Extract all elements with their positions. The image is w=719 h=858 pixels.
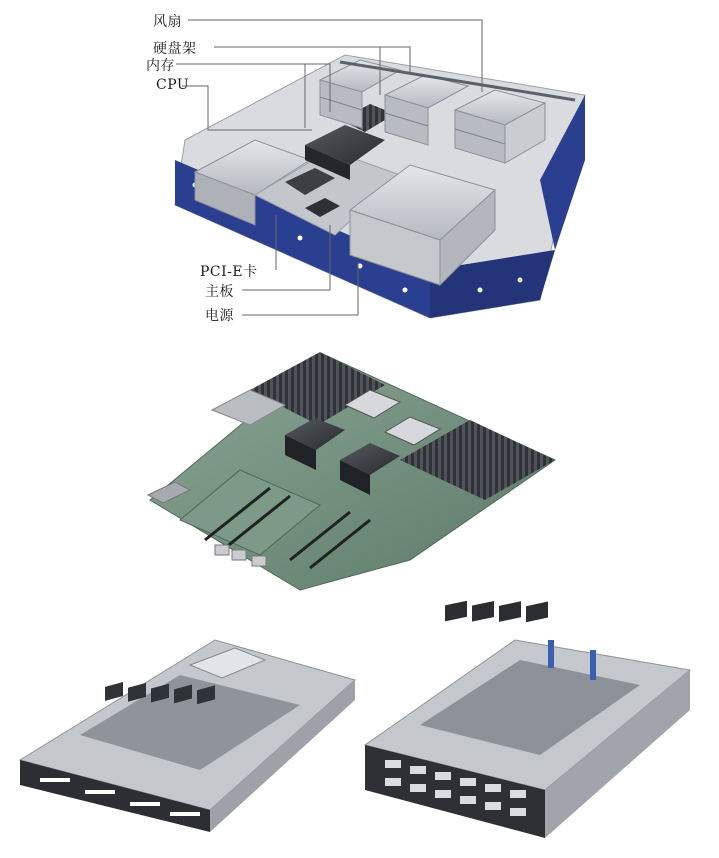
- label-hdd-bay: 硬盘架: [153, 41, 197, 57]
- rack-server-2u: [365, 601, 690, 838]
- label-motherboard: 主板: [205, 284, 234, 300]
- label-power-supply: 电源: [205, 308, 234, 324]
- label-pcie-card: PCI-E卡: [200, 264, 258, 280]
- label-memory: 内存: [146, 58, 175, 74]
- rack-server-1u: [20, 640, 355, 832]
- label-cpu: CPU: [156, 77, 190, 93]
- label-fan: 风扇: [153, 14, 182, 30]
- motherboard-photo: [148, 352, 555, 590]
